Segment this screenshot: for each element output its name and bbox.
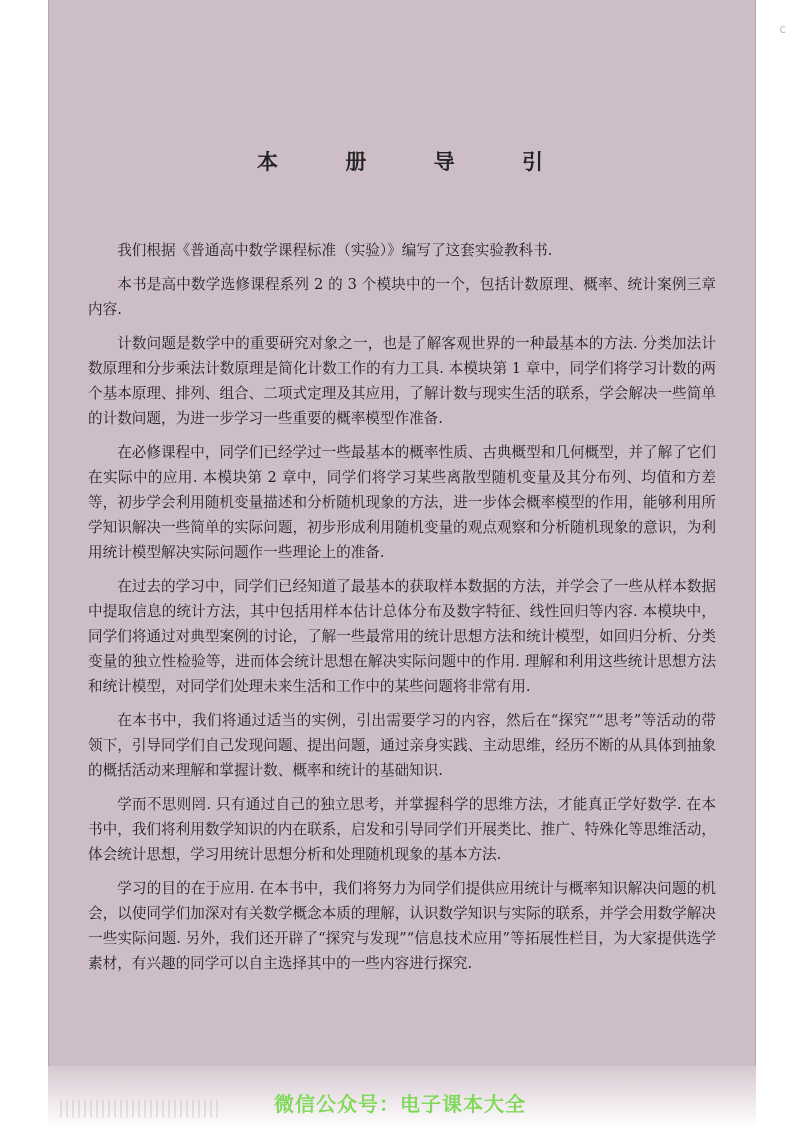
document-body <box>88 238 716 985</box>
paragraph-1: 我们根据《普通高中数学课程标准（实验）》编写了这套实验教科书. <box>117 242 553 259</box>
footer-watermark: 微信公众号：电子课本大全 <box>274 1092 526 1116</box>
paragraph-4: 在必修课程中，同学们已经学过一些最基本的概率性质、古典概型和几何概型，并了解了它们在实际中的应用. 本模块第 2 章中，同学们将学习某些离散型随机变量及其分布列、均值和方差等，初步学会利用随机变量描述和分析随机现象的方法，进一步体会概率模型的作用，能够利用所学知识解决一些简单的实际问题，初步形成利用随机变量的观点观察和分析随机现象的意识，为利用统计模型解决实际问题作一些理论上的准备. <box>88 444 716 561</box>
paragraph-5: 在过去的学习中，同学们已经知道了最基本的获取样本数据的方法，并学会了一些从样本数据中提取信息的统计方法，其中包括用样本估计总体分布及数字特征、线性回归等内容. 本模块中，同学们将通过对典型案例的讨论，了解一些最常用的统计思想方法和统计模型，如回归分析、分类变量的独立性检验等，进而体会统计思想在解决实际问题中的作用. 理解和利用这些统计思想方法和统计模型，对同学们处理未来生活和工作中的某些问题将非常有用. <box>88 578 716 695</box>
paragraph-7: 学而不思则罔. 只有通过自己的独立思考，并掌握科学的思维方法，才能真正学好数学. 在本书中，我们将利用数学知识的内在联系，启发和引导同学们开展类比、推广、特殊化等思维活动，体会统计思想，学习用统计思想分析和处理随机现象的基本方法. <box>88 796 716 863</box>
corner-mark: c <box>779 22 786 36</box>
paragraph-8: 学习的目的在于应用. 在本书中，我们将努力为同学们提供应用统计与概率知识解决问题的机会，以使同学们加深对有关数学概念本质的理解，认识数学知识与实际的联系，并学会用数学解决一些实际问题. 另外，我们还开辟了“探究与发现”“信息技术应用”等拓展性栏目，为大家提供选学素材，有兴趣的同学可以自主选择其中的一些内容进行探究. <box>88 880 716 972</box>
paragraph-2: 本书是高中数学选修课程系列 2 的 3 个模块中的一个，包括计数原理、概率、统计案例三章内容. <box>88 276 716 318</box>
paragraph-3: 计数问题是数学中的重要研究对象之一，也是了解客观世界的一种最基本的方法. 分类加法计数原理和分步乘法计数原理是简化计数工作的有力工具. 本模块第 1 章中，同学们将学习计数的两个基本原理、排列、组合、二项式定理及其应用，了解计数与现实生活的联系，学会解决一些简单的计数问题，为进一步学习一些重要的概率模型作准备. <box>88 335 716 427</box>
page-title: 本 册 导 引 <box>257 150 573 174</box>
paragraph-6: 在本书中，我们将通过适当的实例，引出需要学习的内容，然后在“探究”“思考”等活动的带领下，引导同学们自己发现问题、提出问题，通过亲身实践、主动思维，经历不断的从具体到抽象的概括活动来理解和掌握计数、概率和统计的基础知识. <box>88 712 716 779</box>
